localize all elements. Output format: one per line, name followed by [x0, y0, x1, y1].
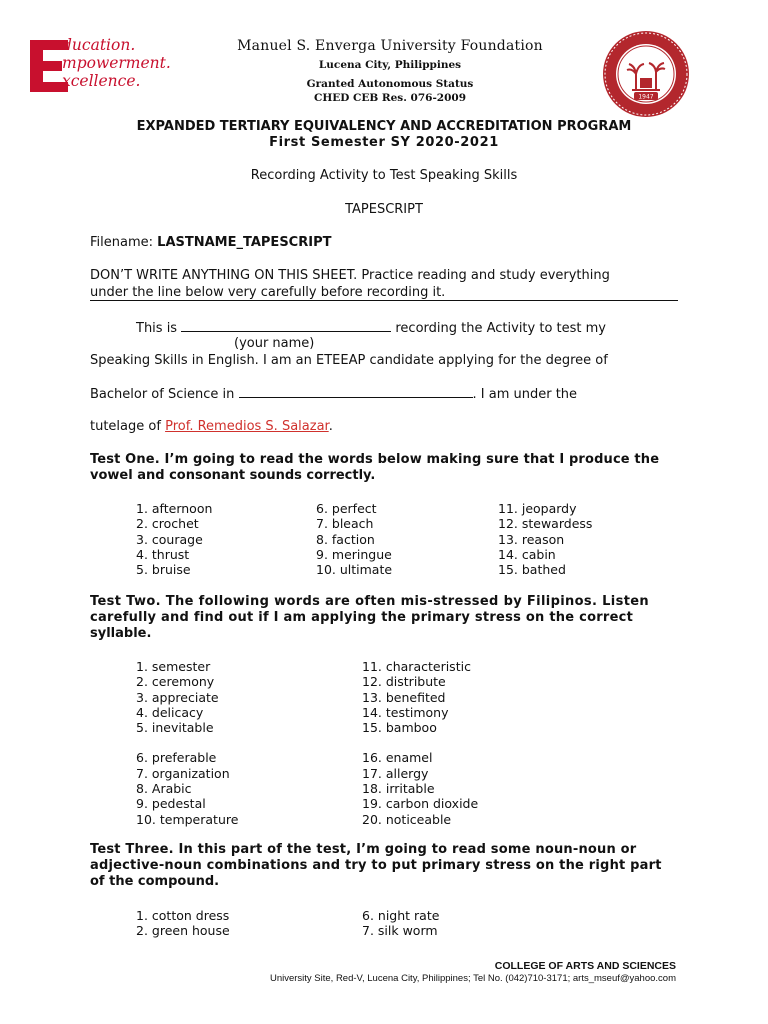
list-item: 8. faction — [316, 531, 375, 547]
test-three-heading: adjective-noun combinations and try to put primary stress on the right part — [90, 858, 662, 873]
test-three-col2 — [362, 908, 439, 939]
intro-period: . — [328, 419, 333, 434]
test-three-col1 — [136, 908, 230, 939]
list-item: 1. afternoon — [136, 501, 213, 516]
ched-resolution: CHED CEB Res. 076-2009 — [313, 92, 467, 104]
instruction-line: DON’T WRITE ANYTHING ON THIS SHEET. Practice reading and study everything — [90, 268, 610, 283]
list-item: 11. jeopardy — [498, 501, 577, 516]
list-item: 2. ceremony — [136, 674, 215, 690]
list-item: 7. organization — [136, 765, 230, 781]
list-item: 6. preferable — [136, 750, 217, 766]
degree-blank — [239, 386, 473, 398]
list-item: 14. cabin — [498, 546, 556, 562]
intro-bachelor: Bachelor of Science in — [90, 387, 235, 402]
list-item: 1. cotton dress — [136, 908, 230, 923]
list-item: 15. bamboo — [362, 720, 437, 736]
test-one-heading: vowel and consonant sounds correctly. — [90, 468, 376, 483]
your-name-caption: (your name) — [234, 336, 315, 351]
test-three-heading: Test Three. In this part of the test, I’m going to read some noun-noun or — [90, 842, 637, 857]
logo-motto — [62, 36, 171, 90]
list-item: 13. reason — [498, 531, 565, 547]
test-two-col1 — [136, 659, 238, 827]
intro-line: Speaking Skills in English. I am an ETEEAP candidate applying for the degree of — [90, 353, 608, 368]
list-item: 5. inevitable — [136, 720, 214, 736]
university-seal-icon — [602, 30, 690, 118]
test-one-col2 — [316, 501, 392, 577]
university-name: Manuel S. Enverga University Foundation — [237, 38, 543, 54]
list-item: 14. testimony — [362, 704, 449, 720]
list-item: 16. enamel — [362, 750, 433, 766]
autonomous-status: Granted Autonomous Status — [306, 78, 474, 90]
intro-under: . I am under the — [472, 387, 578, 402]
test-two-heading: syllable. — [90, 626, 152, 641]
list-item: 10. ultimate — [316, 562, 393, 578]
list-item: 8. Arabic — [136, 781, 192, 797]
test-three-heading: of the compound. — [90, 874, 220, 889]
intro-line — [90, 386, 577, 403]
filename-line — [90, 235, 331, 251]
test-one-col1 — [136, 501, 212, 577]
list-item: 11. characteristic — [362, 659, 471, 674]
intro-this-is: This is — [136, 321, 178, 336]
list-item: 4. delicacy — [136, 704, 204, 720]
logo-line: ducation. — [62, 36, 136, 54]
list-item: 13. benefited — [362, 689, 446, 705]
intro-line — [90, 419, 333, 435]
list-item: 3. courage — [136, 531, 203, 547]
filename-label: Filename: — [90, 235, 154, 250]
name-blank — [181, 320, 391, 332]
list-item: 20. noticeable — [362, 811, 452, 827]
list-item: 12. stewardess — [498, 516, 593, 532]
list-item: 2. green house — [136, 923, 230, 939]
semester-title: First Semester SY 2020-2021 — [269, 135, 499, 150]
test-two-heading: Test Two. The following words are often mis-stressed by Filipinos. Listen — [90, 594, 650, 609]
test-one-heading: Test One. I’m going to read the words below making sure that I produce the — [90, 452, 660, 467]
filename-value: LASTNAME_TAPESCRIPT — [157, 235, 332, 250]
test-one-col3 — [498, 501, 592, 577]
program-title: EXPANDED TERTIARY EQUIVALENCY AND ACCREDITATION PROGRAM — [136, 119, 632, 134]
list-item: 2. crochet — [136, 516, 199, 532]
list-item: 9. meringue — [316, 546, 392, 562]
test-two-col2 — [362, 659, 478, 827]
list-item: 18. irritable — [362, 781, 435, 797]
list-item: 6. night rate — [362, 908, 440, 923]
test-two-heading: carefully and find out if I am applying the primary stress on the correct — [90, 610, 634, 625]
footer-college: COLLEGE OF ARTS AND SCIENCES — [494, 960, 676, 972]
list-item: 7. bleach — [316, 516, 374, 532]
list-item: 5. bruise — [136, 562, 191, 578]
logo-line: xcellence. — [62, 72, 141, 90]
professor-link[interactable]: Prof. Remedios S. Salazar — [165, 419, 329, 434]
list-item: 7. silk worm — [362, 923, 438, 939]
divider-line — [90, 300, 678, 301]
instruction-line: under the line below very carefully before recording it. — [90, 285, 446, 300]
list-item: 6. perfect — [316, 501, 377, 516]
activity-title: Recording Activity to Test Speaking Skills — [250, 168, 518, 183]
doc-title: TAPESCRIPT — [345, 202, 423, 217]
logo-line: mpowerment. — [62, 54, 171, 72]
list-item: 10. temperature — [136, 811, 239, 827]
list-item: 19. carbon dioxide — [362, 796, 479, 812]
list-item: 4. thrust — [136, 546, 190, 562]
list-item: 1. semester — [136, 659, 211, 674]
letterhead — [190, 38, 590, 104]
university-location: Lucena City, Philippines — [318, 59, 462, 71]
footer-address: University Site, Red-V, Lucena City, Philippines; Tel No. (042)710-3171; arts_mseuf@yahoo.com — [269, 973, 676, 984]
list-item: 3. appreciate — [136, 689, 219, 705]
list-item: 9. pedestal — [136, 796, 206, 812]
seal-year: 1947 — [638, 93, 654, 101]
list-item: 12. distribute — [362, 674, 446, 690]
list-item: 15. bathed — [498, 562, 566, 578]
intro-recording: recording the Activity to test my — [395, 321, 606, 336]
list-item: 17. allergy — [362, 765, 429, 781]
intro-line — [136, 320, 606, 337]
intro-tutelage: tutelage of — [90, 419, 161, 434]
